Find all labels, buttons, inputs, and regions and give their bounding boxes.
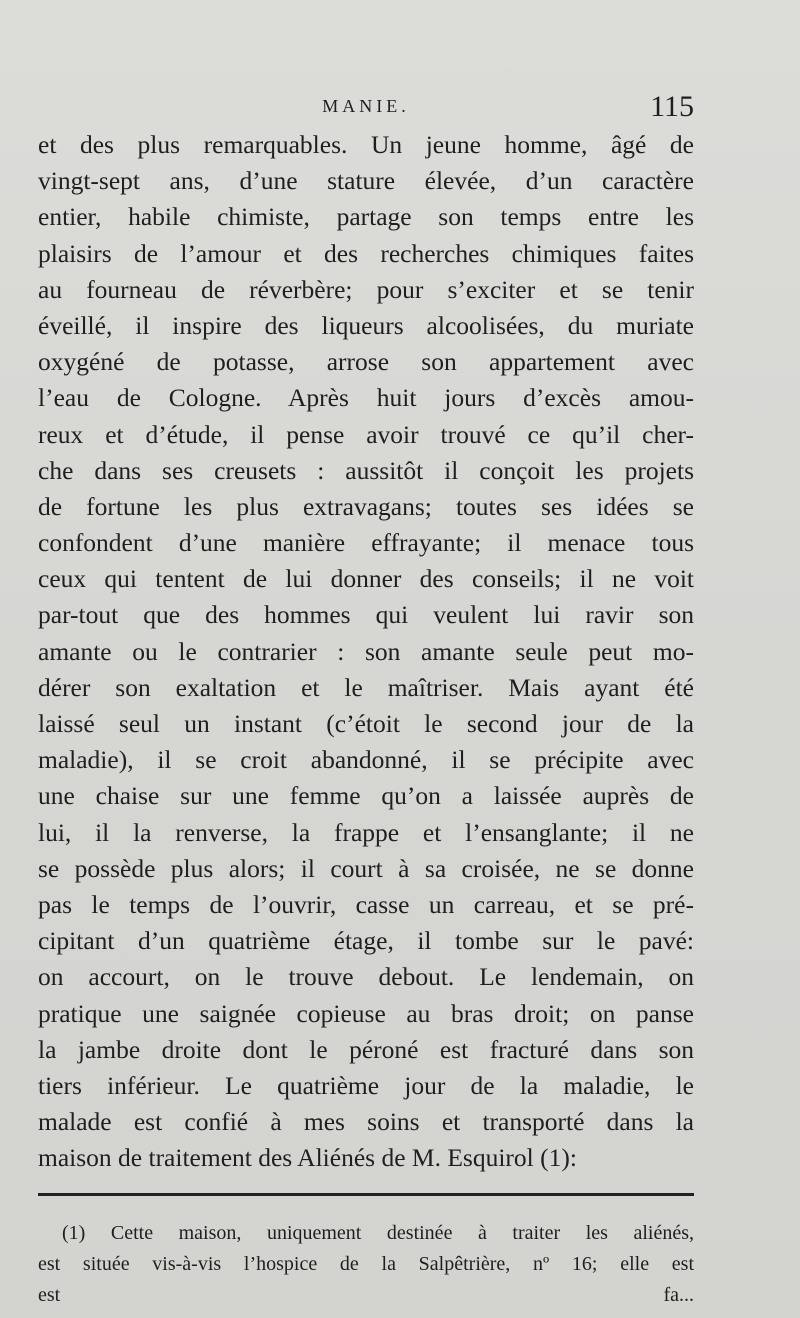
text-line: laissé seul un instant (c’étoit le second jour de la xyxy=(38,709,694,738)
page-header xyxy=(38,90,694,124)
text-line: cipitant d’un quatrième étage, il tombe sur le pavé: xyxy=(38,926,694,956)
text-line: vingt-sept ans, d’une stature élevée, d’un caractère xyxy=(38,166,694,196)
text-line: pas le temps de l’ouvrir, casse un carreau, et se pré- xyxy=(38,889,694,919)
text-line: éveillé, il inspire des liqueurs alcoolisées, du muriate xyxy=(38,310,694,340)
running-head: MANIE. xyxy=(322,96,410,116)
text-line: la jambe droite dont le péroné est fracturé dans son xyxy=(38,1034,694,1064)
text-line: et des plus remarquables. Un jeune homme, âgé de xyxy=(38,130,694,159)
text-line: che dans ses creusets : aussitôt il conçoit les projets xyxy=(38,455,694,485)
text-line: oxygéné de potasse, arrose son appartement avec xyxy=(38,347,694,377)
text-line: de fortune les plus extravagans; toutes ses idées se xyxy=(38,491,694,521)
text-line: reux et d’étude, il pense avoir trouvé ce qu’il cher- xyxy=(38,419,694,449)
text-line: on accourt, on le trouve debout. Le lendemain, on xyxy=(38,962,694,992)
text-line: une chaise sur une femme qu’on a laissée auprès de xyxy=(38,781,694,811)
footnote-line: (1) Cette maison, uniquement destinée à traiter les aliénés, xyxy=(62,1222,694,1244)
text-line: tiers inférieur. Le quatrième jour de la maladie, le xyxy=(38,1070,694,1100)
text-line: par-tout que des hommes qui veulent lui ravir son xyxy=(38,600,694,630)
text-line: ceux qui tentent de lui donner des conseils; il ne voit xyxy=(38,564,694,594)
text-line: malade est confié à mes soins et transporté dans la xyxy=(38,1107,694,1137)
footnote-line: est fa... xyxy=(38,1284,694,1306)
page-number: 115 xyxy=(650,90,694,123)
text-line: entier, habile chimiste, partage son temps entre les xyxy=(38,202,694,232)
text-line: au fourneau de réverbère; pour s’exciter et se tenir xyxy=(38,274,694,304)
footnote-rule xyxy=(38,1193,694,1196)
text-line: lui, il la renverse, la frappe et l’ensanglante; il ne xyxy=(38,817,694,847)
text-line: plaisirs de l’amour et des recherches chimiques faites xyxy=(38,238,694,268)
footnote xyxy=(38,1218,694,1306)
text-line: pratique une saignée copieuse au bras droit; on panse xyxy=(38,998,694,1028)
footnote-line: est située vis-à-vis l’hospice de la Salpêtrière, nº 16; elle est xyxy=(38,1253,694,1275)
text-line: maladie), il se croit abandonné, il se précipite avec xyxy=(38,745,694,775)
text-line: amante ou le contrarier : son amante seule peut mo- xyxy=(38,636,694,666)
text-line: dérer son exaltation et le maîtriser. Mais ayant été xyxy=(38,672,694,702)
text-line: l’eau de Cologne. Après huit jours d’excès amou- xyxy=(38,383,694,413)
body-text xyxy=(38,127,694,1176)
text-line: se possède plus alors; il court à sa croisée, ne se donne xyxy=(38,853,694,883)
footnote-line-cut xyxy=(38,1280,694,1306)
text-line: confondent d’une manière effrayante; il menace tous xyxy=(38,528,694,558)
text-line: maison de traitement des Aliénés de M. Esquirol (1): xyxy=(38,1143,577,1173)
